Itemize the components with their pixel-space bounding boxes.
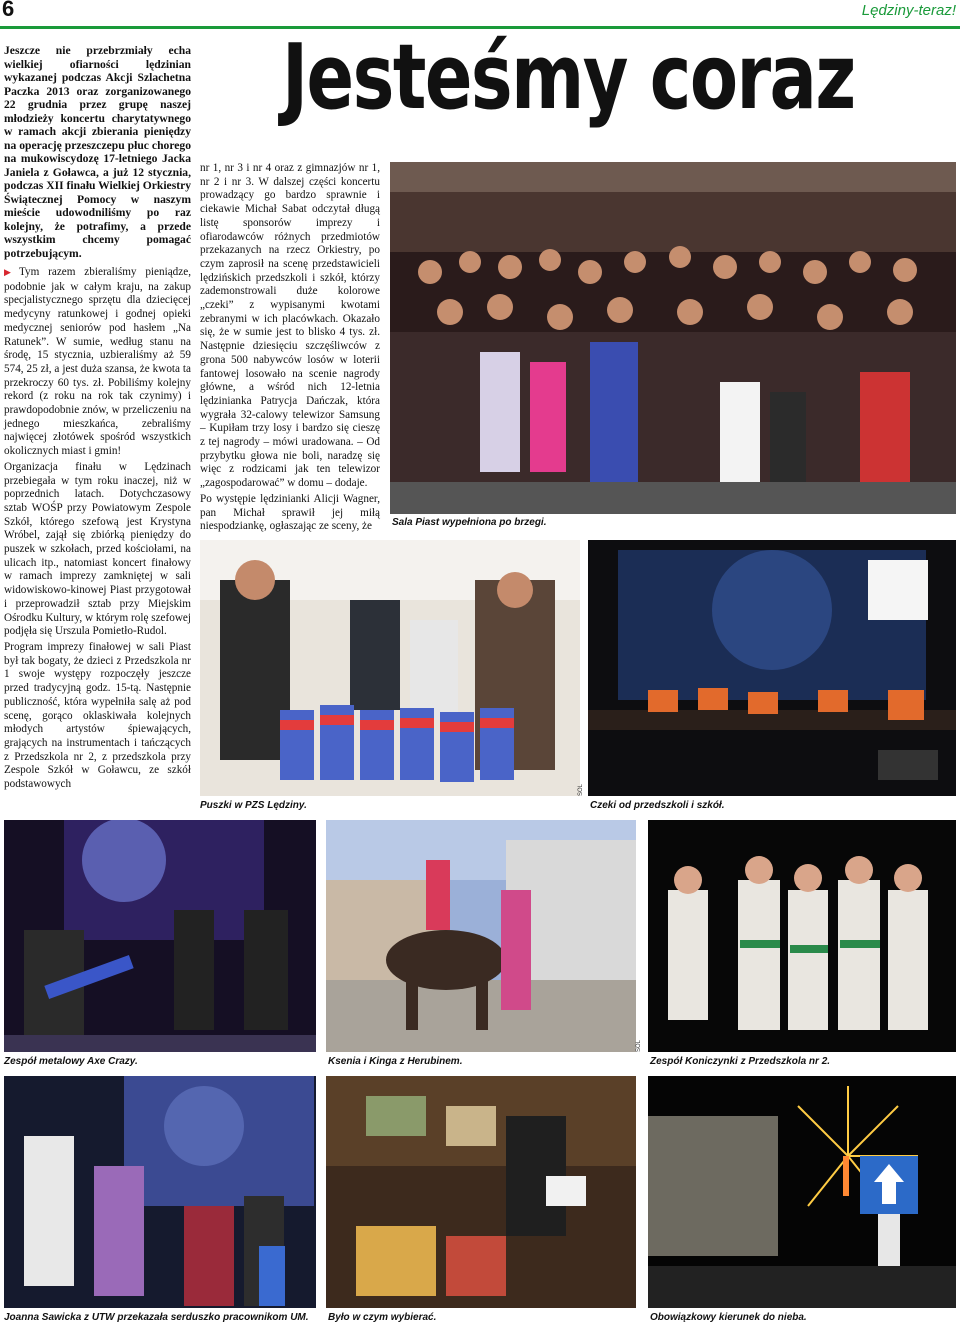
article-paragraph: Po występie lędzinianki Alicji Wagner, pan Michał sprawił jej miłą niespodziankę, ogłaszając ze sceny, że xyxy=(200,492,380,533)
article-column-2 xyxy=(200,162,380,536)
photo-caption: Sala Piast wypełniona po brzegi. xyxy=(392,517,547,528)
photo-horse-ride xyxy=(326,820,636,1052)
bullet-arrow-icon: ▶ xyxy=(4,268,17,278)
photo-heart-handover xyxy=(4,1076,316,1308)
photo-caption: Puszki w PZS Lędziny. xyxy=(200,800,307,811)
photo-caption: Zespół metalowy Axe Crazy. xyxy=(4,1056,138,1067)
photo-fireworks xyxy=(648,1076,956,1308)
photo-caption: Joanna Sawicka z UTW przekazała serduszko pracownikom UM. xyxy=(4,1312,309,1323)
photo-hall-audience xyxy=(390,162,956,514)
photo-metal-band xyxy=(4,820,316,1052)
photo-caption: Czeki od przedszkoli i szkół. xyxy=(590,800,725,811)
photo-credit: SOL xyxy=(636,1039,642,1052)
headline: Jesteśmy coraz xyxy=(282,25,855,130)
article-column-1 xyxy=(4,44,191,794)
article-paragraph: nr 1, nr 3 i nr 4 oraz z gimnazjów nr 1, nr 2 i nr 3. W dalszej części koncertu prowadzący go bardzo sprawnie i ciekawie Michał Sabat odczytał długą listę sponsorów imprezy i ofiarodawców różnych przedmiotów przekazanych na rzecz Orkiestry, po czym zaprosił na scenę przedstawicieli lędzińskich przedszkoli i szkół, którzy zademonstrowali duże kolorowe „czeki” z wypisanymi kwotami zebranymi w ich placówkach. Okazało się, że w sumie jest to blisko 4 tys. zł. Następnie dziesięciu szczęśliwców z grona 500 nabywców losów w loterii fantowej losowało na scenie nagrody główne, a wśród nich 12-letnia lędzinianka Patrycja Dańczak, która wygrała 32-calowy telewizor Samsung – Kupiłam trzy losy i bardzo się cieszę z tej nagrody – mówi uradowana. – Od przybytku głowa nie boli, naradzę się więc z rodzicami jak ten telewizor „zagospodarować” w domu – dodaje. xyxy=(200,162,380,490)
photo-caption: Obowiązkowy kierunek do nieba. xyxy=(650,1312,807,1323)
article-paragraph: Program imprezy finałowej w sali Piast był tak bogaty, że dzieci z Przedszkola nr 1 swoje występy rozpoczęły jeszcze przed tradycyjną godz. 15-tą. Następnie publiczność, która wypełniła salę aż pod scenę, gorąco oklaskiwała kolejnych młodych artystów śpiewających, grających na instrumentach i tańczących z Przedszkola nr 2, z przedszkola przy Zespole Szkół w Goławcu, ze szkół podstawowych xyxy=(4,640,191,791)
article-paragraph: Tym razem zbieraliśmy pieniądze, podobnie jak w całym kraju, na zakup specjalistycznego sprzętu dla dziecięcej medycyny ratunkowej i godnej opieki medycznej seniorów pod hasłem „Na Ratunek”. W sumie, według stanu na środę, 15 stycznia, uzbieraliśmy aż 59 574, 25 zł, a jest duża szansa, że kwota ta przekroczy 60 tys. zł. Pobiliśmy kolejny rekord (z roku na rok tak czynimy) i prawdopodobnie znów, w przeliczeniu na jednego mieszkańca, zebraliśmy najwięcej złotówek spośród wszystkich okolicznych miast i gmin! xyxy=(4,266,191,458)
page-number: 6 xyxy=(2,0,15,21)
article-paragraph: Organizacja finału w Lędzinach przebiegała w tym roku inaczej, niż w poprzednich latach. Dotychczasowy sztab WOŚP przy Powiatowym Zespole Szkół, którego szefową jest Krystyna Wróbel, zajął się zbiórką pieniędzy do puszek w szkołach, przed kościołami, na ulicach itp., natomiast koncert finałowy w ramach imprezy zamkniętej w sali widowiskowo-kinowej Piast przygotował i przeprowadził sztab przy Miejskim Ośrodku Kultury, w którym rolę szefowej podjęła się Urszula Pomietło-Rudol. xyxy=(4,460,191,638)
photo-caption: Ksenia i Kinga z Herubinem. xyxy=(328,1056,463,1067)
photo-collection-boxes xyxy=(200,540,580,796)
photo-credit: SOL xyxy=(578,783,584,796)
article-lead: Jeszcze nie przebrzmiały echa wielkiej ofiarności lędzinian wykazanej podczas Akcji Szlachetna Paczka 2013 oraz zorganizowanego 22 grudnia przez grupę naszej młodzieży koncertu charytatywnego w ramach akcji zbierania pieniędzy na operację przeszczepu płuc chorego na mukowiscydozę 17-letniego Jacka Janiela z Goławca, a już 12 stycznia, podczas XII finału Wielkiej Orkiestry Świątecznej Pomocy w naszym mieście udowodniliśmy po raz kolejny, że potrafimy, a przede wszystkim chcemy pomagać potrzebującym. xyxy=(4,44,192,260)
photo-cheques-stage xyxy=(588,540,956,796)
photo-prizes xyxy=(326,1076,636,1308)
photo-caption: Zespół Koniczynki z Przedszkola nr 2. xyxy=(650,1056,831,1067)
photo-kindergarten-choir xyxy=(648,820,956,1052)
photo-caption: Było w czym wybierać. xyxy=(328,1312,437,1323)
section-title: Lędziny-teraz! xyxy=(861,2,956,19)
